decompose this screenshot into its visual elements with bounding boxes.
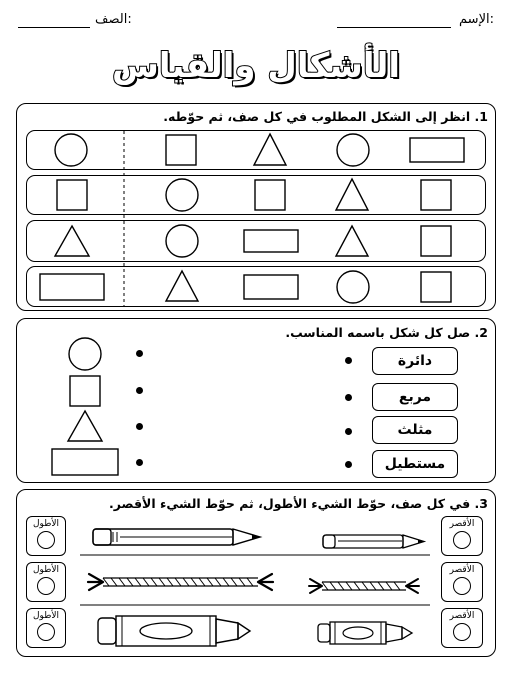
- square-shape[interactable]: [421, 180, 451, 210]
- square-shape[interactable]: [421, 226, 451, 256]
- square-shape[interactable]: [166, 135, 196, 165]
- label-triangle: مثلث: [372, 416, 458, 444]
- circle-shape[interactable]: [337, 271, 369, 303]
- triangle-shape[interactable]: [336, 179, 368, 210]
- page-title: الأشكال والقياس: [111, 46, 401, 86]
- rectangle-shape[interactable]: [244, 230, 298, 252]
- shortest-tag[interactable]: [441, 608, 483, 648]
- shortest-tag[interactable]: [441, 516, 483, 556]
- label-dot-circle[interactable]: [345, 357, 352, 364]
- class-label: الصف:: [95, 12, 132, 27]
- circle-shape[interactable]: [55, 134, 87, 166]
- section-1-instruction: 1. انظر إلى الشكل المطلوب في كل صف، ثم حوّطه.: [163, 109, 488, 124]
- rectangle-shape[interactable]: [244, 275, 298, 299]
- shape-dot-circle[interactable]: [136, 350, 143, 357]
- section-3-panel: [16, 489, 496, 657]
- label-dot-square[interactable]: [345, 394, 352, 401]
- shortest-label: الأقصر: [449, 519, 475, 529]
- shape-dot-square[interactable]: [136, 387, 143, 394]
- square-shape[interactable]: [57, 180, 87, 210]
- label-dot-triangle[interactable]: [345, 428, 352, 435]
- shortest-circle[interactable]: [453, 623, 471, 641]
- circle-shape[interactable]: [166, 225, 198, 257]
- shortest-circle[interactable]: [453, 577, 471, 595]
- longest-label: الأطول: [33, 611, 59, 621]
- square-shape[interactable]: [421, 272, 451, 302]
- name-label: الإسم:: [459, 12, 494, 27]
- section-2-instruction: 2. صل كل شكل باسمه المناسب.: [285, 325, 488, 340]
- longest-circle[interactable]: [37, 577, 55, 595]
- label-dot-rectangle[interactable]: [345, 461, 352, 468]
- longest-circle[interactable]: [37, 531, 55, 549]
- longest-circle[interactable]: [37, 623, 55, 641]
- shape-dot-rectangle[interactable]: [136, 459, 143, 466]
- triangle-shape[interactable]: [336, 226, 368, 256]
- shortest-circle[interactable]: [453, 531, 471, 549]
- longest-label: الأطول: [33, 565, 59, 575]
- square-shape[interactable]: [255, 180, 285, 210]
- label-circle: دائرة: [372, 347, 458, 375]
- longest-label: الأطول: [33, 519, 59, 529]
- circle-shape[interactable]: [337, 134, 369, 166]
- rectangle-shape[interactable]: [40, 274, 104, 300]
- triangle-shape[interactable]: [166, 271, 198, 301]
- label-rectangle: مستطيل: [372, 450, 458, 478]
- shape-dot-triangle[interactable]: [136, 423, 143, 430]
- shortest-label: الأقصر: [449, 611, 475, 621]
- triangle-shape[interactable]: [55, 226, 89, 256]
- label-square: مربع: [372, 383, 458, 411]
- longest-tag[interactable]: [26, 608, 66, 648]
- rectangle-shape[interactable]: [410, 138, 464, 162]
- circle-shape[interactable]: [166, 179, 198, 211]
- longest-tag[interactable]: [26, 516, 66, 556]
- shortest-tag[interactable]: [441, 562, 483, 602]
- shortest-label: الأقصر: [449, 565, 475, 575]
- longest-tag[interactable]: [26, 562, 66, 602]
- triangle-shape[interactable]: [254, 134, 286, 165]
- section-3-instruction: 3. في كل صف، حوّط الشيء الأطول، ثم حوّط الشيء الأقصر.: [109, 496, 488, 511]
